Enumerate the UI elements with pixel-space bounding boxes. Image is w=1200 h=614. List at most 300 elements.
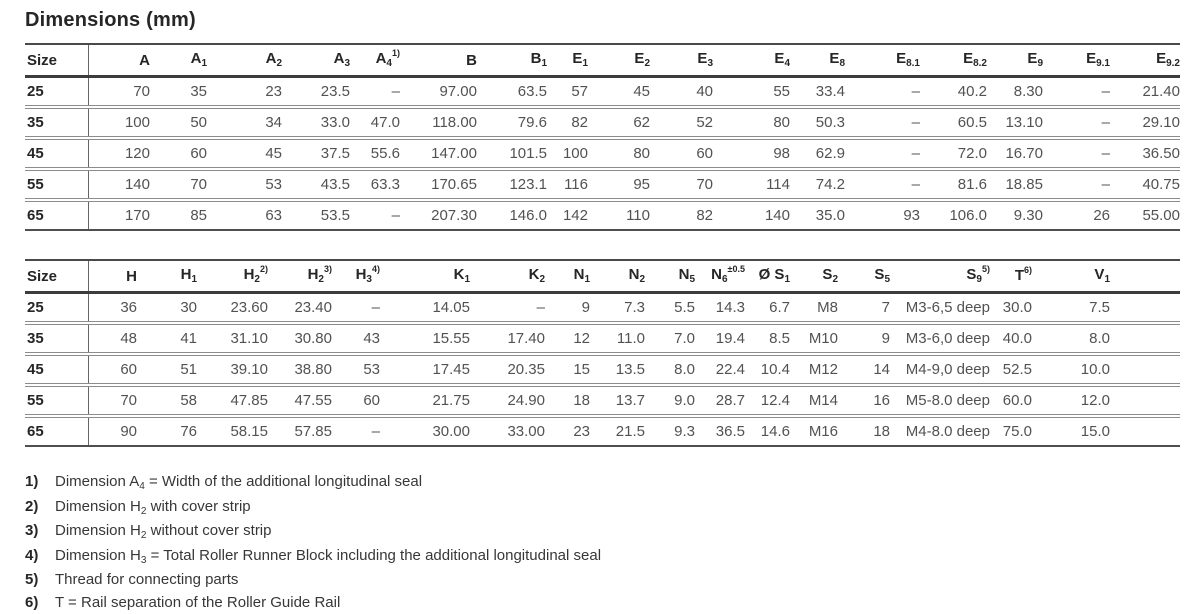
value-cell: 101.5 [477,138,547,169]
value-cell: 140 [88,169,150,200]
value-cell: 43 [332,323,380,354]
column-label: E [896,50,906,67]
column-header-size [25,260,88,293]
column-header-n-5 [645,260,695,293]
footnote-text-segment: Dimension H [55,498,141,515]
column-subscript: 3 [344,58,350,69]
value-cell: 79.6 [477,107,547,138]
value-cell: 63.5 [477,77,547,108]
value-cell: – [332,416,380,446]
value-cell: M4-8.0 deep [890,416,990,446]
column-header-a-1 [150,44,207,77]
value-cell: 60 [650,138,713,169]
value-cell: 23.40 [268,293,332,324]
value-cell: 36 [88,293,137,324]
column-label: E [634,50,644,67]
footnote-subscript: 2 [141,530,147,541]
header-row [25,44,1180,77]
value-cell: 26 [1043,200,1110,230]
table-row-size-25 [25,293,1180,324]
column-subscript: 1 [584,274,590,285]
footnote-subscript: 2 [141,506,147,517]
column-subscript: 2 [276,58,282,69]
column-subscript: 6 [722,274,728,285]
footnote-text [55,569,238,592]
column-label: A [139,52,150,69]
value-cell: – [332,293,380,324]
column-label: N [629,266,640,283]
column-header-n-2 [590,260,645,293]
footnote-text-segment: Dimension H [55,547,141,564]
column-subscript: 1 [191,274,197,285]
value-cell: – [845,169,920,200]
value-cell: 170 [88,200,150,230]
table-row-size-25 [25,77,1180,108]
value-cell: 24.90 [470,385,545,416]
footnote-text [55,496,251,521]
size-cell: 45 [25,138,88,169]
footnote-6 [25,592,1180,614]
footnote-number: 4) [25,545,55,570]
footnote-text-segment: = Total Roller Runner Block including the additional longitudinal seal [146,547,601,564]
footnote-text [55,520,271,545]
footnote-number: 3) [25,520,55,545]
value-cell: – [350,200,400,230]
value-cell: 53.5 [282,200,350,230]
column-header-e-9.2 [1110,44,1180,77]
footnote-2 [25,496,1180,521]
value-cell: M10 [790,323,838,354]
column-label: A [334,50,345,67]
table-row-size-45 [25,354,1180,385]
size-cell: 55 [25,385,88,416]
value-cell: 60 [88,354,137,385]
value-cell: – [1043,107,1110,138]
column-label: S [822,266,832,283]
value-cell: 62.9 [790,138,845,169]
value-cell: 38.80 [268,354,332,385]
column-subscript: 5 [689,274,695,285]
dimensions-table-top [25,43,1180,231]
column-header-a-3 [282,44,350,77]
column-label: A [376,50,387,67]
value-cell: 57 [547,77,588,108]
value-cell: 62 [588,107,650,138]
value-cell: 97.00 [400,77,477,108]
footnote-4 [25,545,1180,570]
column-label: H [308,266,319,283]
column-subscript: 1 [582,58,588,69]
value-cell: 23 [207,77,282,108]
value-cell: 146.0 [477,200,547,230]
value-cell: 70 [150,169,207,200]
value-cell: 30 [137,293,197,324]
value-cell: – [1043,138,1110,169]
column-label: Size [27,268,57,285]
column-label: E [1156,50,1166,67]
column-header-a-2 [207,44,282,77]
value-cell: 15.55 [380,323,470,354]
column-subscript: 3 [366,274,372,285]
size-cell: 25 [25,77,88,108]
value-cell: 10.0 [1032,354,1180,385]
value-cell: 23.5 [282,77,350,108]
value-cell: 51 [137,354,197,385]
column-label: Size [27,52,57,69]
column-subscript: 2 [832,274,838,285]
column-footnote-ref: 4) [372,264,380,274]
column-header-n-1 [545,260,590,293]
value-cell: 21.5 [590,416,645,446]
value-cell: – [350,77,400,108]
column-header-h [88,260,137,293]
value-cell: 48 [88,323,137,354]
column-footnote-ref: ±0.5 [728,264,745,274]
column-subscript: 1 [784,274,790,285]
value-cell: 60.0 [990,385,1032,416]
value-cell: 36.5 [695,416,745,446]
value-cell: 20.35 [470,354,545,385]
value-cell: 60 [332,385,380,416]
column-subscript: 1 [464,274,470,285]
value-cell: 9 [838,323,890,354]
column-header-k-2 [470,260,545,293]
value-cell: 93 [845,200,920,230]
value-cell: M3-6,0 deep [890,323,990,354]
column-label: N [574,266,585,283]
value-cell: – [1043,77,1110,108]
column-label: B [531,50,542,67]
column-label: H [126,268,137,285]
value-cell: 39.10 [197,354,268,385]
column-label: K [454,266,465,283]
value-cell: 8.0 [1032,323,1180,354]
column-subscript: 5 [884,274,890,285]
column-header-e-8 [790,44,845,77]
column-label: E [1086,50,1096,67]
value-cell: 70 [88,385,137,416]
column-label: N [711,266,722,283]
column-subscript: 9.2 [1166,58,1180,69]
column-label: S [874,266,884,283]
column-header-e-3 [650,44,713,77]
table-row-size-65 [25,200,1180,230]
column-label: T [1015,267,1024,284]
value-cell: 30.0 [990,293,1032,324]
column-footnote-ref: 6) [1024,265,1032,275]
value-cell: 40.2 [920,77,987,108]
footnote-text-segment: with cover strip [146,498,250,515]
value-cell: 31.10 [197,323,268,354]
value-cell: 47.85 [197,385,268,416]
value-cell: 7.5 [1032,293,1180,324]
table-row-size-55 [25,169,1180,200]
value-cell: 19.4 [695,323,745,354]
value-cell: 7.3 [590,293,645,324]
value-cell: 70 [650,169,713,200]
value-cell: 23.60 [197,293,268,324]
value-cell: 33.4 [790,77,845,108]
value-cell: 16.70 [987,138,1043,169]
value-cell: 72.0 [920,138,987,169]
value-cell: 18.85 [987,169,1043,200]
column-header-e-8.2 [920,44,987,77]
value-cell: M8 [790,293,838,324]
column-header-e-4 [713,44,790,77]
column-label: A [266,50,277,67]
value-cell: 123.1 [477,169,547,200]
value-cell: 100 [547,138,588,169]
column-label: E [572,50,582,67]
column-subscript: 9 [1037,58,1043,69]
value-cell: 82 [650,200,713,230]
column-subscript: 8 [839,58,845,69]
column-header-e-9 [987,44,1043,77]
value-cell: 58.15 [197,416,268,446]
value-cell: 15.0 [1032,416,1180,446]
column-subscript: 2 [644,58,650,69]
value-cell: 9 [545,293,590,324]
value-cell: 12.4 [745,385,790,416]
footnote-number: 6) [25,592,55,614]
value-cell: 13.7 [590,385,645,416]
value-cell: 40 [650,77,713,108]
column-header--s-1 [745,260,790,293]
column-label: A [191,50,202,67]
value-cell: 140 [713,200,790,230]
footnote-text-segment: Dimension A [55,473,139,490]
value-cell: 98 [713,138,790,169]
column-label: K [529,266,540,283]
value-cell: 8.5 [745,323,790,354]
value-cell: 60.5 [920,107,987,138]
table-row-size-65 [25,416,1180,446]
page-title: Dimensions (mm) [25,9,1180,32]
column-subscript: 2 [254,274,260,285]
header-row [25,260,1180,293]
value-cell: 23 [545,416,590,446]
size-cell: 65 [25,200,88,230]
value-cell: 47.0 [350,107,400,138]
value-cell: 13.10 [987,107,1043,138]
value-cell: 40.0 [990,323,1032,354]
value-cell: M4-9,0 deep [890,354,990,385]
column-header-b-1 [477,44,547,77]
value-cell: 18 [545,385,590,416]
column-label: H [356,266,367,283]
size-cell: 55 [25,169,88,200]
size-cell: 25 [25,293,88,324]
column-header-s-2 [790,260,838,293]
column-subscript: 3 [707,58,713,69]
value-cell: 5.5 [645,293,695,324]
value-cell: 53 [332,354,380,385]
value-cell: 43.5 [282,169,350,200]
column-footnote-ref: 2) [260,264,268,274]
column-label: E [697,50,707,67]
column-header-e-1 [547,44,588,77]
table-row-size-35 [25,323,1180,354]
column-subscript: 1 [1104,274,1110,285]
column-subscript: 8.2 [973,58,987,69]
value-cell: 45 [588,77,650,108]
size-cell: 35 [25,323,88,354]
column-subscript: 2 [318,274,324,285]
value-cell: 76 [137,416,197,446]
value-cell: 116 [547,169,588,200]
column-label: S [966,266,976,283]
value-cell: 14.05 [380,293,470,324]
value-cell: M14 [790,385,838,416]
column-subscript: 8.1 [906,58,920,69]
column-label: V [1094,266,1104,283]
footnote-3 [25,520,1180,545]
column-header-e-8.1 [845,44,920,77]
column-footnote-ref: 1) [392,48,400,58]
column-header-s-5 [838,260,890,293]
value-cell: 41 [137,323,197,354]
value-cell: 207.30 [400,200,477,230]
value-cell: 142 [547,200,588,230]
value-cell: M12 [790,354,838,385]
footnote-text [55,471,422,496]
column-header-size [25,44,88,77]
dimensions-table-bottom [25,259,1180,447]
column-subscript: 9 [976,274,982,285]
column-header-h-1 [137,260,197,293]
value-cell: M5-8.0 deep [890,385,990,416]
value-cell: 9.30 [987,200,1043,230]
column-header-e-9.1 [1043,44,1110,77]
value-cell: 33.00 [470,416,545,446]
column-header-n-6 [695,260,745,293]
value-cell: 34 [207,107,282,138]
column-label: E [829,50,839,67]
column-subscript: 4 [784,58,790,69]
footnote-text-segment: without cover strip [146,522,271,539]
value-cell: 8.0 [645,354,695,385]
value-cell: 85 [150,200,207,230]
value-cell: 74.2 [790,169,845,200]
column-label: B [466,52,477,69]
value-cell: 14 [838,354,890,385]
value-cell: 12.0 [1032,385,1180,416]
value-cell: 6.7 [745,293,790,324]
value-cell: 37.5 [282,138,350,169]
value-cell: 35.0 [790,200,845,230]
footnotes-list [25,471,1180,614]
footnote-text [55,592,340,614]
value-cell: 106.0 [920,200,987,230]
value-cell: – [845,77,920,108]
value-cell: 36.50 [1110,138,1180,169]
footnote-number: 2) [25,496,55,521]
value-cell: 147.00 [400,138,477,169]
value-cell: 47.55 [268,385,332,416]
column-label: E [1027,50,1037,67]
column-header-s-9 [890,260,990,293]
value-cell: 21.40 [1110,77,1180,108]
value-cell: 8.30 [987,77,1043,108]
footnote-number: 5) [25,569,55,592]
column-subscript: 1 [201,58,207,69]
value-cell: M16 [790,416,838,446]
value-cell: 114 [713,169,790,200]
value-cell: 81.6 [920,169,987,200]
value-cell: 29.10 [1110,107,1180,138]
value-cell: 30.80 [268,323,332,354]
value-cell: 82 [547,107,588,138]
column-subscript: 2 [639,274,645,285]
column-footnote-ref: 3) [324,264,332,274]
value-cell: 16 [838,385,890,416]
value-cell: 50.3 [790,107,845,138]
value-cell: 33.0 [282,107,350,138]
footnote-text-segment: Thread for connecting parts [55,571,238,588]
column-header-t [990,260,1032,293]
value-cell: 21.75 [380,385,470,416]
column-label: N [679,266,690,283]
value-cell: 90 [88,416,137,446]
value-cell: 95 [588,169,650,200]
value-cell: 63.3 [350,169,400,200]
value-cell: 120 [88,138,150,169]
value-cell: 58 [137,385,197,416]
value-cell: 53 [207,169,282,200]
column-header-b [400,44,477,77]
value-cell: M3-6,5 deep [890,293,990,324]
size-cell: 35 [25,107,88,138]
value-cell: 12 [545,323,590,354]
column-header-a [88,44,150,77]
value-cell: 55 [713,77,790,108]
column-label: E [963,50,973,67]
value-cell: 9.0 [645,385,695,416]
column-header-h-2 [197,260,268,293]
footnote-text-segment: T = Rail separation of the Roller Guide Rail [55,594,340,611]
footnote-subscript: 3 [141,555,147,566]
value-cell: 18 [838,416,890,446]
table-row-size-45 [25,138,1180,169]
value-cell: 17.40 [470,323,545,354]
column-header-h-2 [268,260,332,293]
value-cell: 30.00 [380,416,470,446]
value-cell: 63 [207,200,282,230]
value-cell: 14.6 [745,416,790,446]
size-cell: 65 [25,416,88,446]
value-cell: 7.0 [645,323,695,354]
column-header-v-1 [1032,260,1180,293]
value-cell: 100 [88,107,150,138]
value-cell: 55.6 [350,138,400,169]
value-cell: 13.5 [590,354,645,385]
value-cell: 52 [650,107,713,138]
value-cell: – [1043,169,1110,200]
value-cell: 14.3 [695,293,745,324]
footnote-text [55,545,601,570]
value-cell: 50 [150,107,207,138]
footnote-subscript: 4 [139,481,145,492]
size-cell: 45 [25,354,88,385]
value-cell: 55.00 [1110,200,1180,230]
column-label: H [181,266,192,283]
value-cell: 28.7 [695,385,745,416]
column-header-a-4 [350,44,400,77]
footnote-text-segment: Dimension H [55,522,141,539]
value-cell: – [845,138,920,169]
column-label: H [244,266,255,283]
value-cell: 118.00 [400,107,477,138]
